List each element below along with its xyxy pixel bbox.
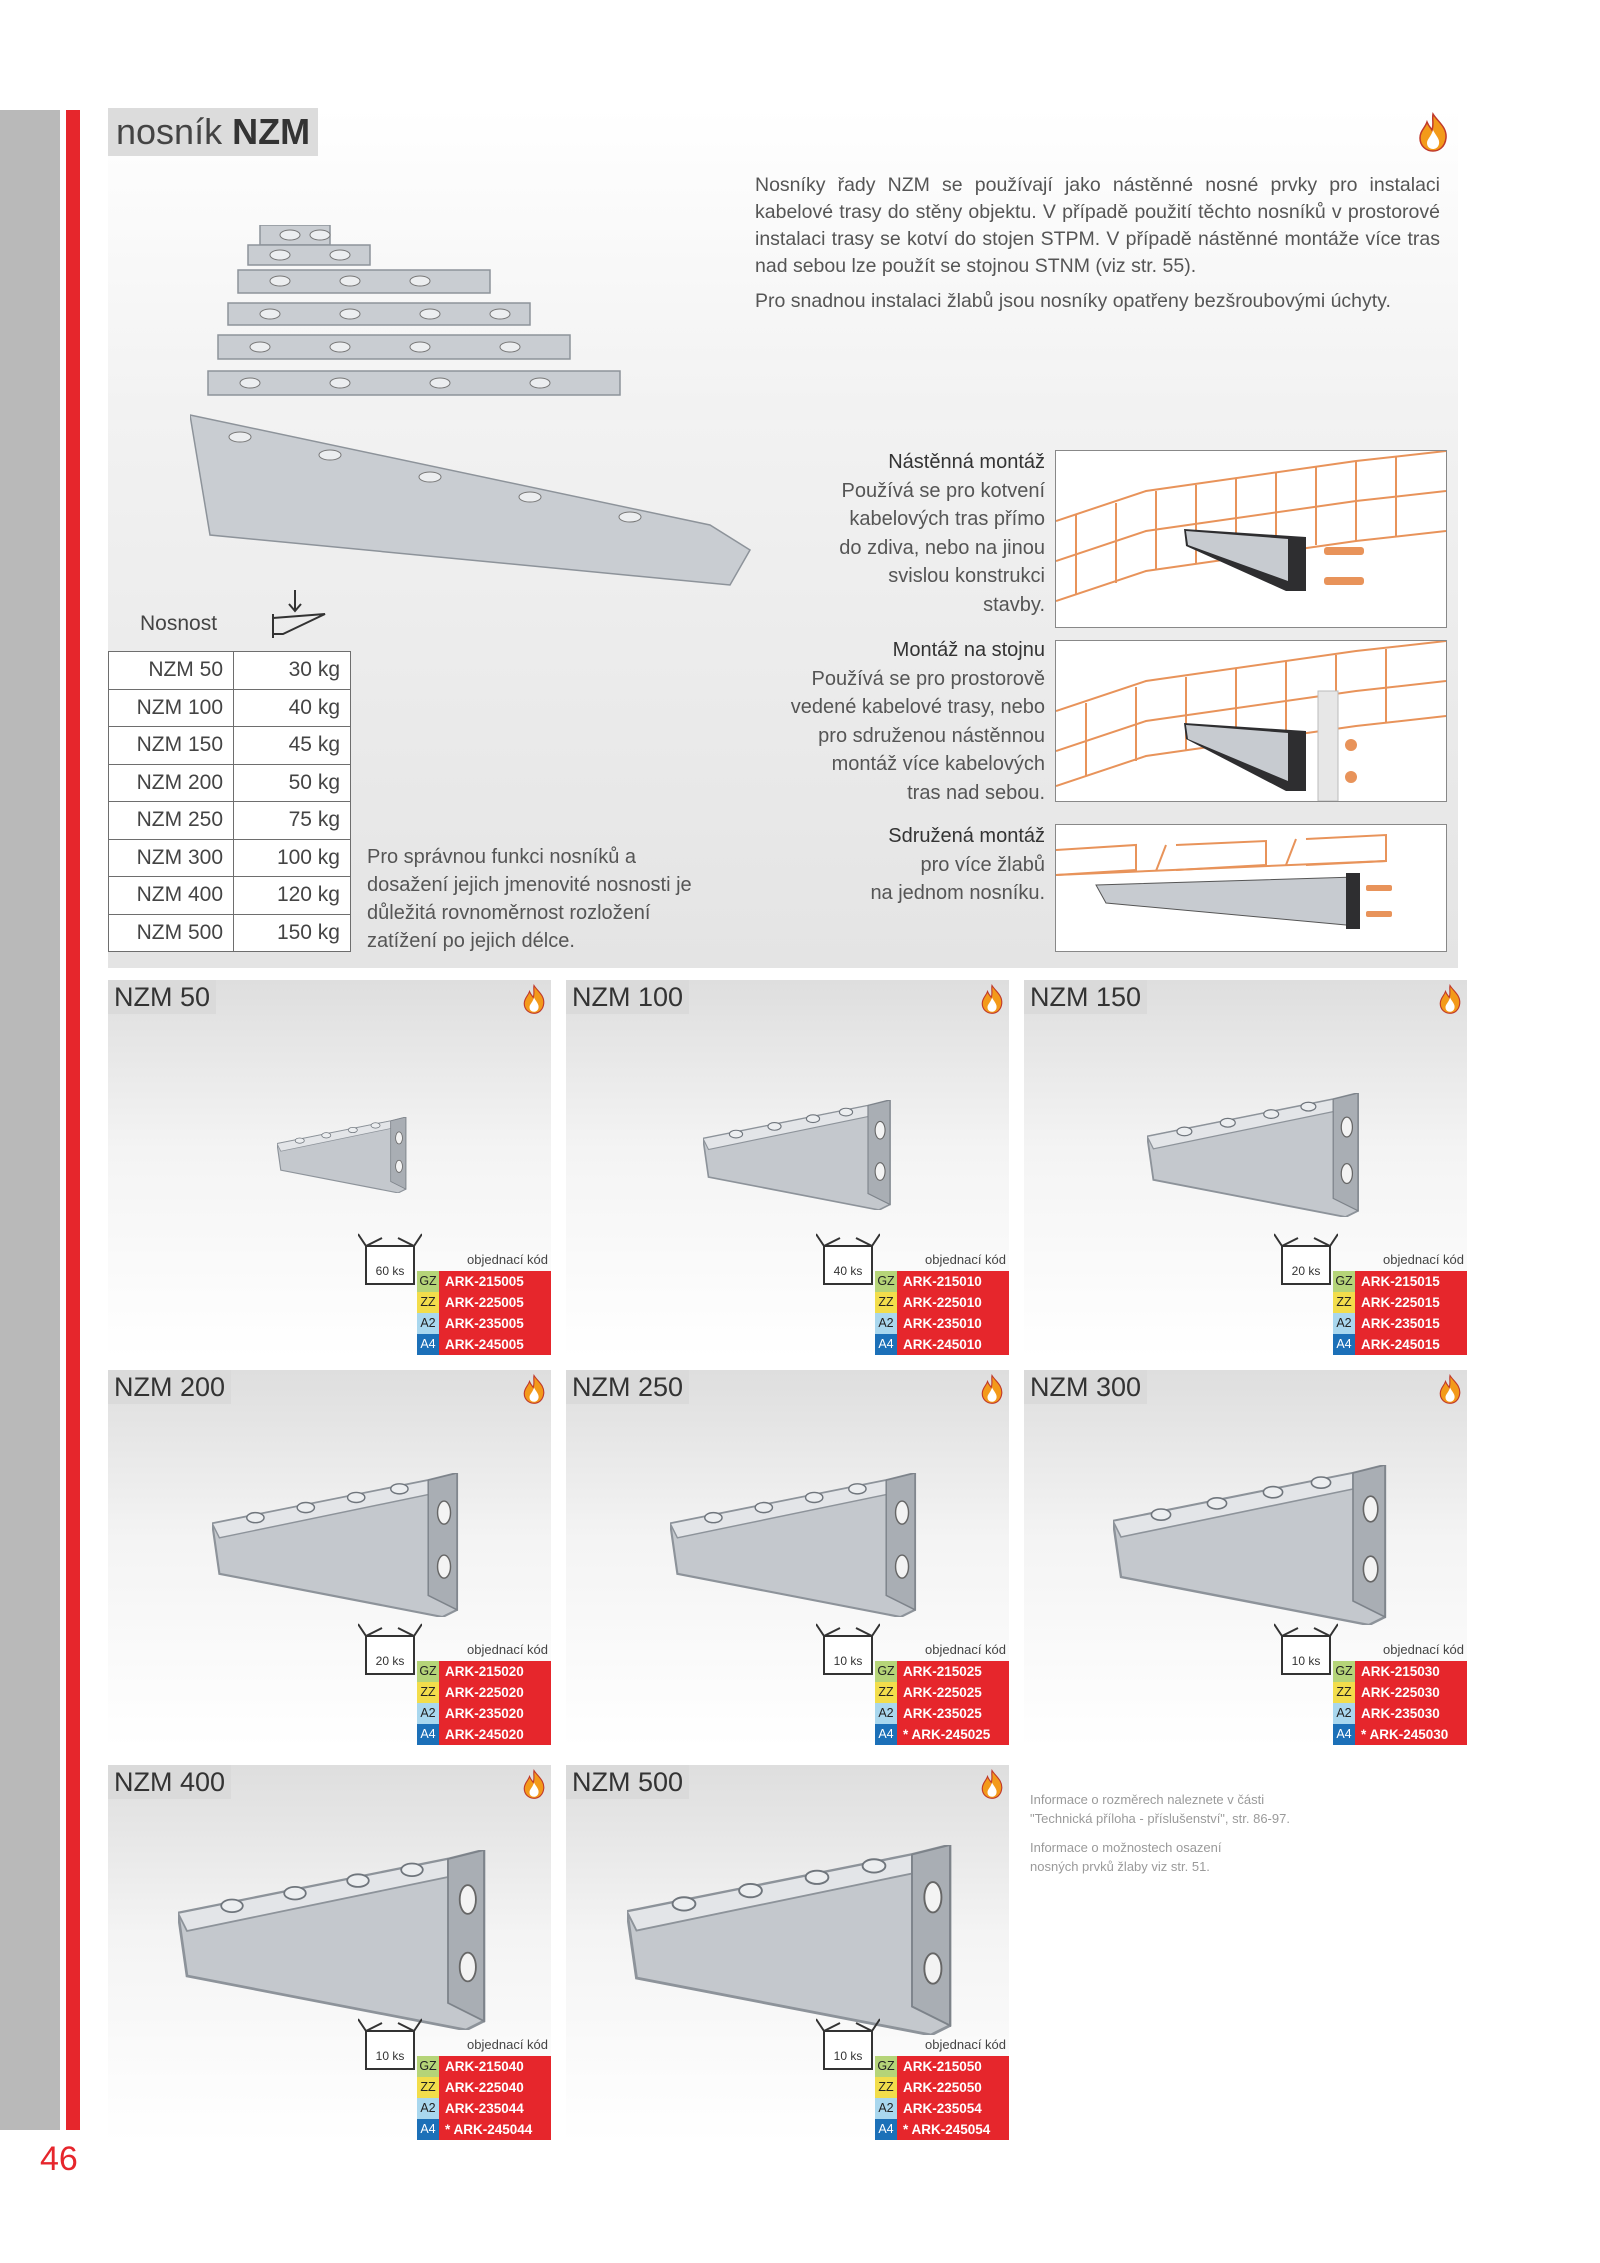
mounting-line: kabelových tras přímo xyxy=(849,508,1045,530)
load-capacity-label: Nosnost xyxy=(140,612,218,635)
mounting-line: vedené kabelové trasy, nebo xyxy=(790,696,1045,718)
order-code-row xyxy=(875,1334,1009,1355)
combined-mounting-image xyxy=(1055,824,1447,952)
info-dimensions xyxy=(1030,1790,1360,1828)
order-code-row xyxy=(875,2077,1009,2098)
order-code: ARK-225015 xyxy=(1355,1292,1467,1313)
order-code: ARK-245005 xyxy=(439,1334,551,1355)
order-codes xyxy=(875,1271,1009,1355)
page-number: 46 xyxy=(40,2140,78,2178)
order-code-label: objednací kód xyxy=(467,2037,548,2052)
load-value-cell: 40 kg xyxy=(234,689,351,727)
order-code: ARK-235030 xyxy=(1355,1703,1467,1724)
order-code-label: objednací kód xyxy=(1383,1252,1464,1267)
material-badge: ZZ xyxy=(875,1292,897,1313)
load-value-cell: 100 kg xyxy=(234,839,351,877)
product-title: NZM 400 xyxy=(108,1765,231,1799)
order-code-row xyxy=(875,1682,1009,1703)
order-code-label: objednací kód xyxy=(925,1252,1006,1267)
load-table-row xyxy=(109,802,351,840)
info-trays xyxy=(1030,1838,1360,1876)
order-code-row xyxy=(875,1661,1009,1682)
load-value-cell: 30 kg xyxy=(234,652,351,690)
order-code: ARK-215015 xyxy=(1355,1271,1467,1292)
load-model-cell: NZM 200 xyxy=(109,764,234,802)
bracket-image xyxy=(178,1850,520,2030)
order-codes xyxy=(417,2056,551,2140)
order-code-row xyxy=(875,1724,1009,1745)
order-code: ARK-225025 xyxy=(897,1682,1009,1703)
package-quantity: 10 ks xyxy=(828,1652,868,1670)
material-badge: GZ xyxy=(1333,1661,1355,1682)
material-badge: GZ xyxy=(875,2056,897,2077)
info-line: nosných prvků žlaby viz str. 51. xyxy=(1030,1859,1210,1874)
material-badge: GZ xyxy=(1333,1271,1355,1292)
load-value-cell: 150 kg xyxy=(234,914,351,952)
fire-resistance-icon xyxy=(1416,112,1450,152)
order-code-row xyxy=(1333,1292,1467,1313)
load-model-cell: NZM 400 xyxy=(109,877,234,915)
side-bar-red xyxy=(66,110,80,2130)
order-codes xyxy=(1333,1271,1467,1355)
load-value-cell: 45 kg xyxy=(234,727,351,765)
order-code: * ARK-245025 xyxy=(897,1724,1009,1745)
material-badge: A4 xyxy=(875,1334,897,1355)
order-code: ARK-215040 xyxy=(439,2056,551,2077)
product-title: NZM 100 xyxy=(566,980,689,1014)
order-code: ARK-235010 xyxy=(897,1313,1009,1334)
order-code: ARK-235044 xyxy=(439,2098,551,2119)
material-badge: A2 xyxy=(875,2098,897,2119)
load-table-row xyxy=(109,727,351,765)
mounting-wall-text xyxy=(839,448,1045,619)
load-table-row xyxy=(109,877,351,915)
package-quantity: 10 ks xyxy=(828,2047,868,2065)
order-code: ARK-225040 xyxy=(439,2077,551,2098)
order-code: ARK-215030 xyxy=(1355,1661,1467,1682)
product-title: NZM 150 xyxy=(1024,980,1147,1014)
nzm-bracket-lineup-image xyxy=(190,225,810,625)
material-badge: GZ xyxy=(875,1661,897,1682)
product-card xyxy=(1024,1370,1467,1748)
order-code-row xyxy=(417,1703,551,1724)
order-code: ARK-225005 xyxy=(439,1292,551,1313)
order-code-row xyxy=(1333,1724,1467,1745)
load-table-row xyxy=(109,689,351,727)
product-title: NZM 500 xyxy=(566,1765,689,1799)
order-code: ARK-235020 xyxy=(439,1703,551,1724)
product-title: NZM 50 xyxy=(108,980,216,1014)
order-code-row xyxy=(417,1271,551,1292)
fire-resistance-icon xyxy=(1437,984,1463,1014)
order-code: ARK-225050 xyxy=(897,2077,1009,2098)
bracket-image xyxy=(627,1845,988,2035)
bracket-image xyxy=(703,1100,912,1210)
material-badge: A2 xyxy=(417,1313,439,1334)
order-codes xyxy=(417,1661,551,1745)
material-badge: A2 xyxy=(875,1313,897,1334)
material-badge: GZ xyxy=(417,1661,439,1682)
package-quantity: 40 ks xyxy=(828,1262,868,1280)
mounting-stand-text xyxy=(791,636,1045,807)
order-codes xyxy=(875,1661,1009,1745)
material-badge: A4 xyxy=(1333,1334,1355,1355)
fire-resistance-icon xyxy=(521,984,547,1014)
order-code-row xyxy=(875,2119,1009,2140)
load-value-cell: 120 kg xyxy=(234,877,351,915)
product-card xyxy=(566,980,1009,1358)
order-code-label: objednací kód xyxy=(925,2037,1006,2052)
order-code: * ARK-245030 xyxy=(1355,1724,1467,1745)
product-card xyxy=(108,980,551,1358)
product-title: NZM 250 xyxy=(566,1370,689,1404)
load-model-cell: NZM 100 xyxy=(109,689,234,727)
order-code: * ARK-245054 xyxy=(897,2119,1009,2140)
material-badge: GZ xyxy=(875,1271,897,1292)
mounting-line: montáž více kabelových xyxy=(831,753,1045,775)
material-badge: A4 xyxy=(417,2119,439,2140)
order-code-row xyxy=(417,2098,551,2119)
material-badge: A2 xyxy=(417,1703,439,1724)
order-code: ARK-225010 xyxy=(897,1292,1009,1313)
mounting-line: Používá se pro kotvení xyxy=(841,479,1045,502)
fire-resistance-icon xyxy=(1437,1374,1463,1404)
material-badge: GZ xyxy=(417,2056,439,2077)
material-badge: ZZ xyxy=(417,2077,439,2098)
fire-resistance-icon xyxy=(979,984,1005,1014)
material-badge: A4 xyxy=(875,2119,897,2140)
package-quantity: 10 ks xyxy=(370,2047,410,2065)
order-code-row xyxy=(417,2077,551,2098)
order-code-label: objednací kód xyxy=(467,1642,548,1657)
package-quantity: 60 ks xyxy=(370,1262,410,1280)
load-model-cell: NZM 500 xyxy=(109,914,234,952)
order-code-row xyxy=(1333,1682,1467,1703)
order-code-row xyxy=(417,1334,551,1355)
order-code: ARK-245010 xyxy=(897,1334,1009,1355)
load-model-cell: NZM 300 xyxy=(109,839,234,877)
mounting-line: tras nad sebou. xyxy=(907,781,1045,804)
order-code-row xyxy=(1333,1703,1467,1724)
package-quantity: 20 ks xyxy=(370,1652,410,1670)
order-code: ARK-215025 xyxy=(897,1661,1009,1682)
load-value-cell: 50 kg xyxy=(234,764,351,802)
mounting-title: Sdružená montáž xyxy=(888,825,1045,847)
order-code: ARK-215010 xyxy=(897,1271,1009,1292)
product-card xyxy=(108,1765,551,2143)
order-code-row xyxy=(417,1292,551,1313)
mounting-line: do zdiva, nebo na jinou xyxy=(839,536,1045,559)
bracket-image xyxy=(1147,1093,1383,1217)
info-line: Informace o možnostech osazení xyxy=(1030,1840,1222,1855)
side-bar-gray xyxy=(0,110,60,2130)
bracket-image xyxy=(212,1473,486,1617)
order-code-row xyxy=(1333,1271,1467,1292)
load-arrow-icon xyxy=(265,588,335,640)
material-badge: ZZ xyxy=(417,1292,439,1313)
info-line: Informace o rozměrech naleznete v části xyxy=(1030,1792,1265,1807)
order-code-row xyxy=(875,1271,1009,1292)
intro-text xyxy=(755,172,1440,323)
material-badge: ZZ xyxy=(1333,1292,1355,1313)
stand-mounting-image xyxy=(1055,640,1447,802)
package-quantity: 20 ks xyxy=(1286,1262,1326,1280)
material-badge: A2 xyxy=(1333,1313,1355,1334)
order-code-row xyxy=(417,2056,551,2077)
intro-paragraph: Pro snadnou instalaci žlabů jsou nosníky opatřeny bezšroubovými úchyty. xyxy=(755,290,1391,312)
order-code-row xyxy=(417,1313,551,1334)
mounting-line: stavby. xyxy=(983,593,1045,616)
page-title: nosník NZM xyxy=(108,108,318,156)
wall-mounting-image xyxy=(1055,450,1447,628)
fire-resistance-icon xyxy=(979,1769,1005,1799)
order-code: ARK-235054 xyxy=(897,2098,1009,2119)
order-code-label: objednací kód xyxy=(1383,1642,1464,1657)
mounting-line: svislou konstrukci xyxy=(888,565,1045,587)
load-model-cell: NZM 50 xyxy=(109,652,234,690)
fire-resistance-icon xyxy=(521,1374,547,1404)
mounting-line: pro více žlabů xyxy=(920,853,1045,876)
package-quantity: 10 ks xyxy=(1286,1652,1326,1670)
material-badge: GZ xyxy=(417,1271,439,1292)
order-code: ARK-235025 xyxy=(897,1703,1009,1724)
bracket-image xyxy=(1113,1465,1417,1625)
order-code-row xyxy=(417,2119,551,2140)
product-card xyxy=(108,1370,551,1748)
order-code: ARK-235005 xyxy=(439,1313,551,1334)
order-code-row xyxy=(1333,1313,1467,1334)
material-badge: A2 xyxy=(417,2098,439,2119)
order-code-row xyxy=(417,1661,551,1682)
order-code: * ARK-245044 xyxy=(439,2119,551,2140)
load-model-cell: NZM 150 xyxy=(109,727,234,765)
mounting-line: pro sdruženou nástěnnou xyxy=(818,724,1045,747)
product-card xyxy=(1024,980,1467,1358)
load-model-cell: NZM 250 xyxy=(109,802,234,840)
product-card xyxy=(566,1765,1009,2143)
order-code-row xyxy=(1333,1334,1467,1355)
material-badge: ZZ xyxy=(417,1682,439,1703)
load-value-cell: 75 kg xyxy=(234,802,351,840)
order-codes xyxy=(1333,1661,1467,1745)
material-badge: A2 xyxy=(1333,1703,1355,1724)
order-code-row xyxy=(1333,1661,1467,1682)
bracket-image xyxy=(670,1473,944,1617)
load-capacity-table xyxy=(108,651,351,952)
order-code-label: objednací kód xyxy=(925,1642,1006,1657)
order-code-label: objednací kód xyxy=(467,1252,548,1267)
order-code-row xyxy=(417,1724,551,1745)
load-table-row xyxy=(109,764,351,802)
order-code-row xyxy=(875,2056,1009,2077)
material-badge: A2 xyxy=(875,1703,897,1724)
order-code-row xyxy=(875,1292,1009,1313)
load-table-row xyxy=(109,914,351,952)
order-code-row xyxy=(875,1703,1009,1724)
material-badge: ZZ xyxy=(1333,1682,1355,1703)
order-code: ARK-245020 xyxy=(439,1724,551,1745)
order-code: ARK-245015 xyxy=(1355,1334,1467,1355)
order-codes xyxy=(417,1271,551,1355)
order-code: ARK-215050 xyxy=(897,2056,1009,2077)
order-code: ARK-235015 xyxy=(1355,1313,1467,1334)
order-code-row xyxy=(875,1313,1009,1334)
mounting-line: na jednom nosníku. xyxy=(870,882,1045,904)
order-code-row xyxy=(417,1682,551,1703)
fire-resistance-icon xyxy=(979,1374,1005,1404)
info-line: "Technická příloha - příslušenství", str. 86-97. xyxy=(1030,1811,1290,1826)
mounting-line: Používá se pro prostorově xyxy=(811,667,1045,690)
material-badge: A4 xyxy=(1333,1724,1355,1745)
load-table-row xyxy=(109,839,351,877)
order-code: ARK-215005 xyxy=(439,1271,551,1292)
mounting-combined-text xyxy=(870,822,1045,908)
order-code: ARK-215020 xyxy=(439,1661,551,1682)
load-table-row xyxy=(109,652,351,690)
bracket-image xyxy=(277,1117,421,1193)
material-badge: ZZ xyxy=(875,2077,897,2098)
material-badge: A4 xyxy=(875,1724,897,1745)
product-title: NZM 300 xyxy=(1024,1370,1147,1404)
material-badge: ZZ xyxy=(875,1682,897,1703)
order-code: ARK-225030 xyxy=(1355,1682,1467,1703)
product-title: NZM 200 xyxy=(108,1370,231,1404)
order-code-row xyxy=(875,2098,1009,2119)
mounting-title: Nástěnná montáž xyxy=(888,451,1045,473)
mounting-title: Montáž na stojnu xyxy=(892,639,1045,661)
load-note: Pro správnou funkci nosníků a dosažení jejich jmenovité nosnosti je důležitá rovnoměrnost rozložení zatížení po jejich délce. xyxy=(367,846,692,952)
intro-paragraph: Nosníky řady NZM se používají jako nástěnné nosné prvky pro instalaci kabelové trasy do stěny objektu. V případě použití těchto nosníků v prostorové instalaci trasy se kotví do stojen STPM. V případě nástěnné montáže více tras nad sebou lze použít se stojnou STNM (viz str. 55). xyxy=(755,174,1440,277)
product-card xyxy=(566,1370,1009,1748)
order-codes xyxy=(875,2056,1009,2140)
material-badge: A4 xyxy=(417,1724,439,1745)
fire-resistance-icon xyxy=(521,1769,547,1799)
order-code: ARK-225020 xyxy=(439,1682,551,1703)
material-badge: A4 xyxy=(417,1334,439,1355)
